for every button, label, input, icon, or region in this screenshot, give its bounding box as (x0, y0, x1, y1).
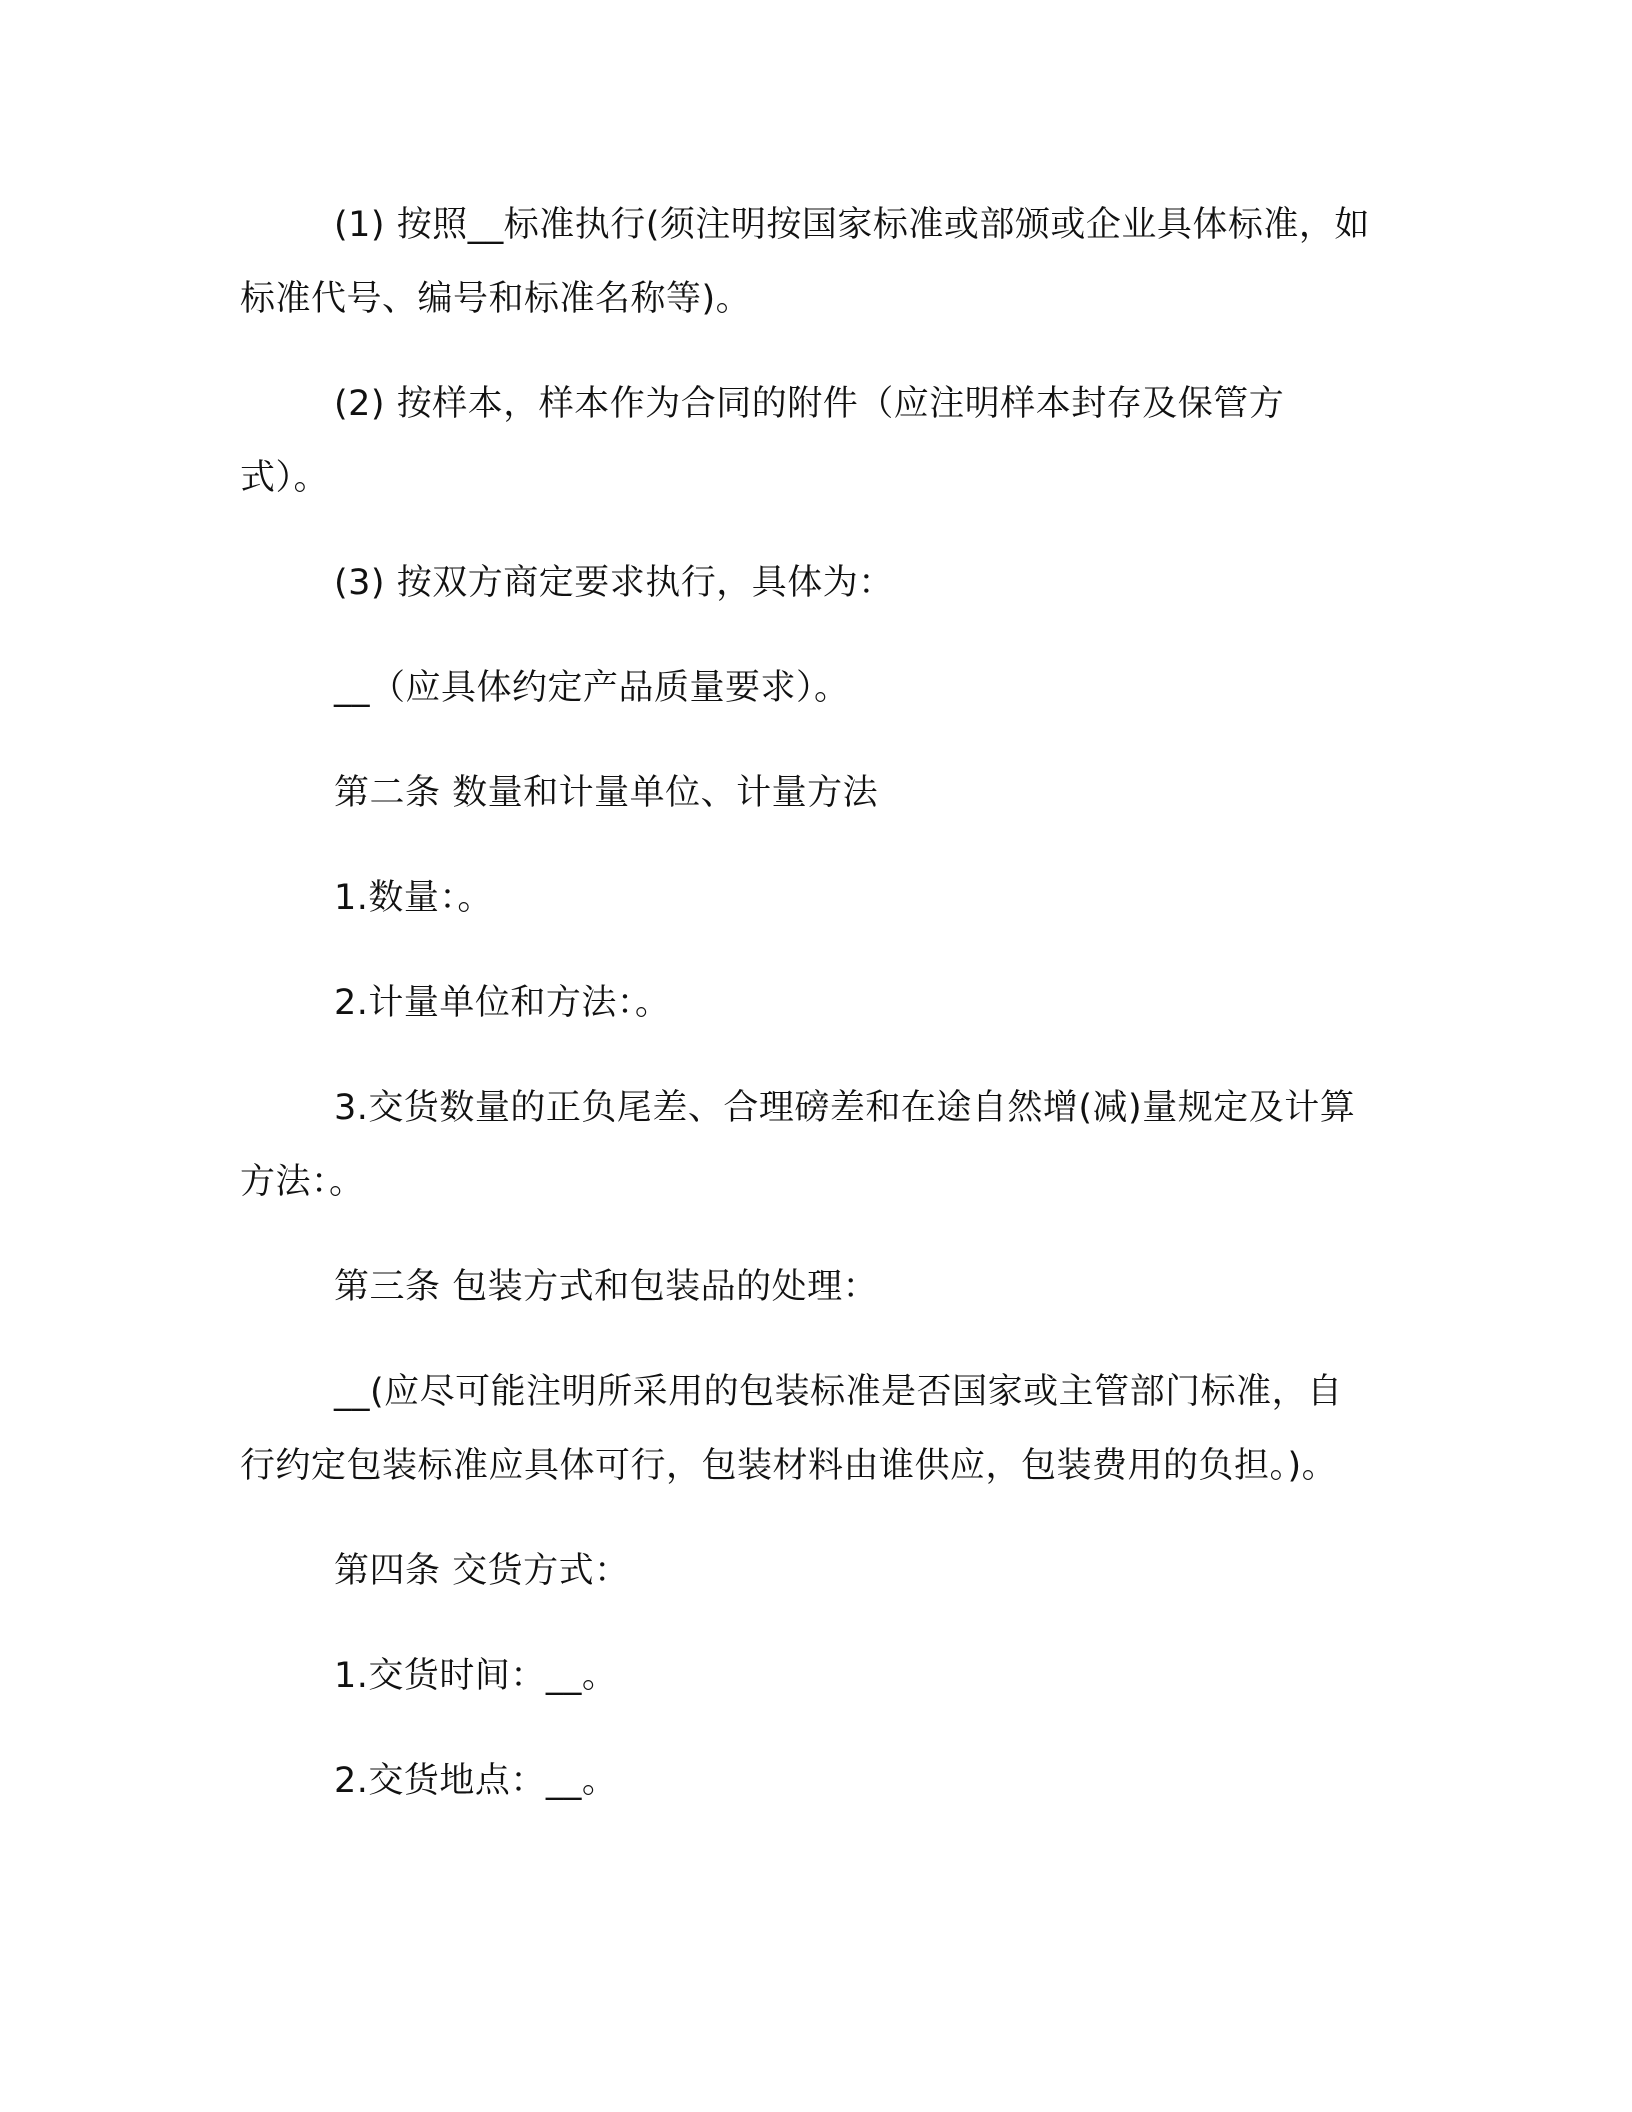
paragraph-delivery-time: 1.交货时间：__。 (334, 1656, 618, 1696)
article-3-heading: 第三条 包装方式和包装品的处理： (334, 1267, 879, 1307)
paragraph-quality-sample: (2) 按样本，样本作为合同的附件（应注明样本封存及保管方式）。 (240, 384, 1285, 498)
article-2-heading: 第二条 数量和计量单位、计量方法 (334, 773, 879, 813)
article-4-heading: 第四条 交货方式： (334, 1551, 630, 1591)
paragraph-tolerance: 3.交货数量的正负尾差、合理磅差和在途自然增(减)量规定及计算方法：。 (240, 1088, 1356, 1202)
paragraph-delivery-place: 2.交货地点：__。 (334, 1761, 618, 1801)
paragraph-unit-method: 2.计量单位和方法：。 (334, 983, 671, 1023)
document-page (240, 188, 1370, 1818)
paragraph-quality-agreed: (3) 按双方商定要求执行，具体为： (334, 563, 894, 603)
paragraph-quality-standard: (1) 按照__标准执行(须注明按国家标准或部颁或企业具体标准，如标准代号、编号和标准名称等)。 (240, 205, 1370, 319)
paragraph-packaging: __(应尽可能注明所采用的包装标准是否国家或主管部门标准，自行约定包装标准应具体可行，包装材料由谁供应，包装费用的负担。)。 (240, 1372, 1343, 1486)
paragraph-quantity: 1.数量：。 (334, 878, 493, 918)
paragraph-quality-requirement: __（应具体约定产品质量要求）。 (334, 668, 850, 708)
